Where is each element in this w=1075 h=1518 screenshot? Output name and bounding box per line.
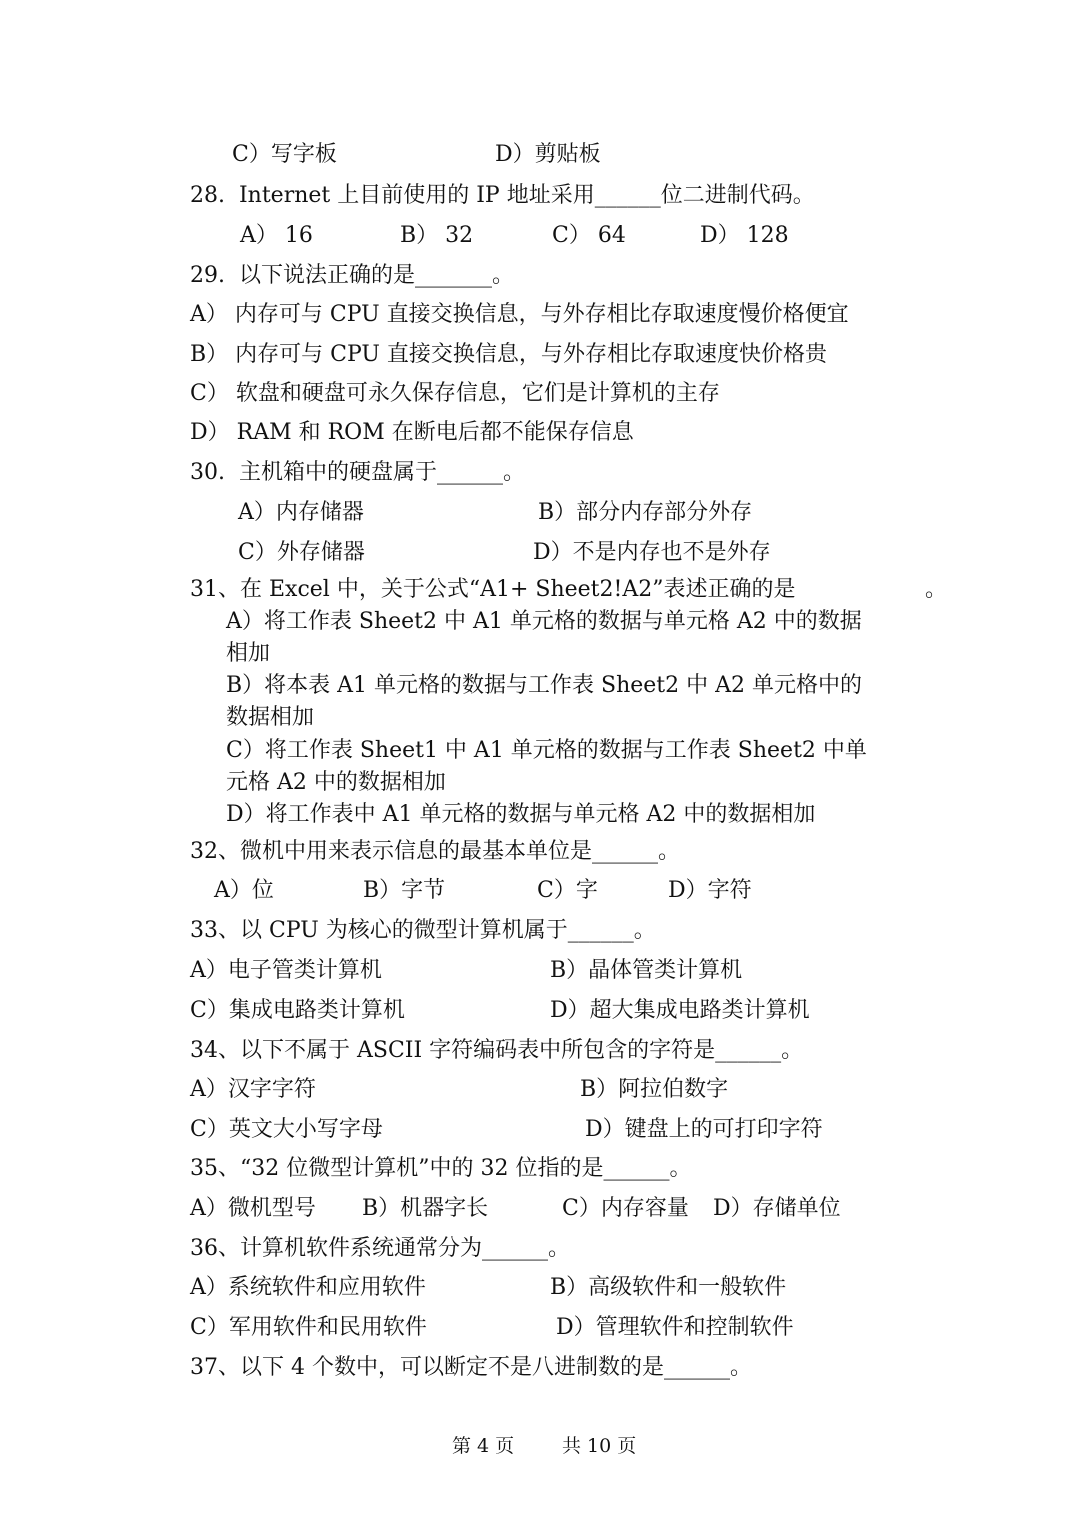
q27-option-d: D）剪贴板 — [495, 142, 601, 167]
q33-option-d: D）超大集成电路类计算机 — [550, 998, 810, 1023]
q30-option-c: C）外存储器 — [238, 540, 365, 565]
q33-option-a: A）电子管类计算机 — [190, 958, 382, 983]
q32-option-d: D）字符 — [668, 878, 752, 903]
q37-stem: 37、以下 4 个数中，可以断定不是八进制数的是______。 — [190, 1355, 752, 1380]
q28-option-d: D） 128 — [700, 223, 789, 248]
q33-option-b: B）晶体管类计算机 — [550, 958, 743, 983]
q31-option-c-line1: C）将工作表 Sheet1 中 A1 单元格的数据与工作表 Sheet2 中单 — [226, 738, 867, 763]
q36-option-c: C）军用软件和民用软件 — [190, 1315, 427, 1340]
q31-stem: 31、在 Excel 中，关于公式“A1+ Sheet2!A2”表述正确的是 — [190, 577, 796, 602]
q30-option-b: B）部分内存部分外存 — [538, 500, 753, 525]
page-number: 第 4 页 — [452, 1435, 515, 1457]
q31-option-a-line1: A）将工作表 Sheet2 中 A1 单元格的数据与单元格 A2 中的数据 — [226, 609, 862, 634]
q29-option-d: D） RAM 和 ROM 在断电后都不能保存信息 — [190, 420, 634, 445]
q34-option-b: B）阿拉伯数字 — [580, 1077, 729, 1102]
q28-option-b: B） 32 — [400, 223, 474, 248]
page-total: 共 10 页 — [562, 1435, 637, 1457]
q34-option-c: C）英文大小写字母 — [190, 1117, 383, 1142]
q31-option-b-line2: 数据相加 — [226, 705, 315, 730]
q34-option-a: A）汉字字符 — [190, 1077, 316, 1102]
q28-option-a: A） 16 — [240, 223, 313, 248]
q30-option-a: A）内存储器 — [238, 500, 364, 525]
q35-option-b: B）机器字长 — [362, 1196, 489, 1221]
q31-option-c-line2: 元格 A2 中的数据相加 — [226, 770, 446, 795]
q28-option-c: C） 64 — [552, 223, 626, 248]
q34-option-d: D）键盘上的可打印字符 — [585, 1117, 823, 1142]
q29-stem: 29. 以下说法正确的是_______。 — [190, 263, 514, 288]
q34-stem: 34、以下不属于 ASCII 字符编码表中所包含的字符是______。 — [190, 1038, 804, 1063]
q32-stem: 32、微机中用来表示信息的最基本单位是______。 — [190, 839, 680, 864]
q33-option-c: C）集成电路类计算机 — [190, 998, 405, 1023]
q33-stem: 33、以 CPU 为核心的微型计算机属于______。 — [190, 918, 656, 943]
q31-option-b-line1: B）将本表 A1 单元格的数据与工作表 Sheet2 中 A2 单元格中的 — [226, 673, 863, 698]
q36-stem: 36、计算机软件系统通常分为______。 — [190, 1236, 570, 1261]
q35-stem: 35、“32 位微型计算机”中的 32 位指的是______。 — [190, 1156, 692, 1181]
q35-option-a: A）微机型号 — [190, 1196, 316, 1221]
q36-option-a: A）系统软件和应用软件 — [190, 1275, 426, 1300]
q32-option-a: A）位 — [214, 878, 274, 903]
q29-option-b: B） 内存可与 CPU 直接交换信息，与外存相比存取速度快价格贵 — [190, 342, 827, 367]
q28-stem: 28. Internet 上目前使用的 IP 地址采用______位二进制代码。 — [190, 183, 815, 208]
q32-option-c: C）字 — [537, 878, 598, 903]
q31-option-d: D）将工作表中 A1 单元格的数据与单元格 A2 中的数据相加 — [226, 802, 816, 827]
q29-option-c: C） 软盘和硬盘可永久保存信息，它们是计算机的主存 — [190, 381, 720, 406]
q31-stem-end: 。 — [925, 577, 948, 602]
q36-option-d: D）管理软件和控制软件 — [556, 1315, 794, 1340]
q35-option-d: D）存储单位 — [713, 1196, 841, 1221]
q27-option-c: C）写字板 — [232, 142, 337, 167]
q32-option-b: B）字节 — [363, 878, 446, 903]
q30-option-d: D）不是内存也不是外存 — [533, 540, 771, 565]
q35-option-c: C）内存容量 — [562, 1196, 689, 1221]
q30-stem: 30. 主机箱中的硬盘属于______。 — [190, 460, 525, 485]
q36-option-b: B）高级软件和一般软件 — [550, 1275, 787, 1300]
q31-option-a-line2: 相加 — [226, 641, 271, 666]
q29-option-a: A） 内存可与 CPU 直接交换信息，与外存相比存取速度慢价格便宜 — [190, 302, 849, 327]
